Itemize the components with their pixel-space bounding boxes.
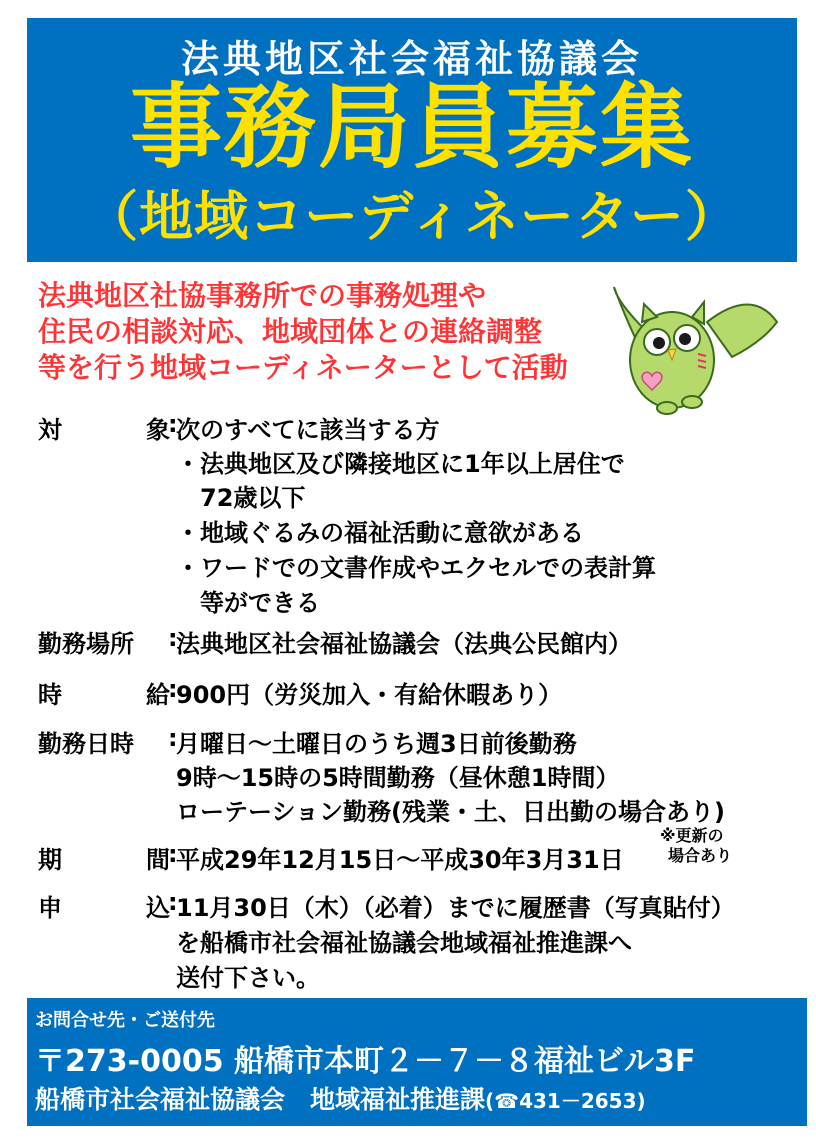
schedule-line: ローテーション勤務(残業・土、日出勤の場合あり) — [176, 798, 725, 826]
owl-mascot-icon — [612, 282, 782, 422]
contact-heading: お問合せ先・ご送付先 — [35, 1010, 215, 1031]
intro-text — [38, 278, 598, 386]
label-wage: 時 給 — [38, 681, 170, 709]
label-workplace: 勤務場所 — [38, 630, 134, 658]
target-line: 等ができる — [176, 589, 320, 617]
target-line: 次のすべてに該当する方 — [176, 416, 440, 444]
intro-line: 住民の相談対応、地域団体との連絡調整 — [38, 315, 543, 348]
label-schedule: 勤務日時 — [38, 730, 134, 758]
apply-line: 11月30日（木）（必着）までに履歴書（写真貼付） — [176, 894, 735, 922]
schedule-line: 月曜日～土曜日のうち週3日前後勤務 — [176, 730, 577, 758]
workplace-value: 法典地区社会福祉協議会（法典公民館内） — [176, 630, 632, 658]
contact-org-name: 船橋市社会福祉協議会 地域福祉推進課 — [35, 1085, 486, 1114]
contact-footer — [27, 998, 807, 1126]
target-line: 72歳以下 — [176, 484, 306, 512]
phone-icon: (☎431－2653) — [485, 1089, 646, 1113]
label-apply: 申 込 — [38, 894, 170, 922]
sub-title: （地域コーディネーター） — [84, 185, 740, 248]
apply-line: を船橋市社会福祉協議会地域福祉推進課へ — [176, 929, 632, 957]
period-value: 平成29年12月15日～平成30年3月31日 — [176, 846, 624, 874]
target-line: ・法典地区及び隣接地区に1年以上居住で — [176, 450, 625, 478]
period-note: ※更新の 場合あり — [660, 826, 733, 865]
main-title: 事務局員募集 — [129, 74, 694, 181]
intro-line: 等を行う地域コーディネーターとして活動 — [38, 351, 568, 384]
label-period: 期 間 — [38, 846, 170, 874]
contact-address: 〒273-0005 船橋市本町２－７－８福祉ビル3F — [35, 1044, 696, 1079]
header-banner — [27, 18, 797, 262]
wage-value: 900円（労災加入・有給休暇あり） — [176, 681, 563, 709]
organization-title: 法典地区社会福祉協議会 — [180, 37, 643, 81]
target-line: ・ワードでの文書作成やエクセルでの表計算 — [176, 554, 656, 582]
schedule-line: 9時～15時の5時間勤務（昼休憩1時間） — [176, 764, 620, 792]
apply-line: 送付下さい。 — [176, 964, 320, 992]
intro-line: 法典地区社協事務所での事務処理や — [38, 279, 487, 312]
contact-organization — [35, 1080, 646, 1116]
target-line: ・地域ぐるみの福祉活動に意欲がある — [176, 519, 584, 547]
label-target: 対 象 — [38, 416, 170, 444]
